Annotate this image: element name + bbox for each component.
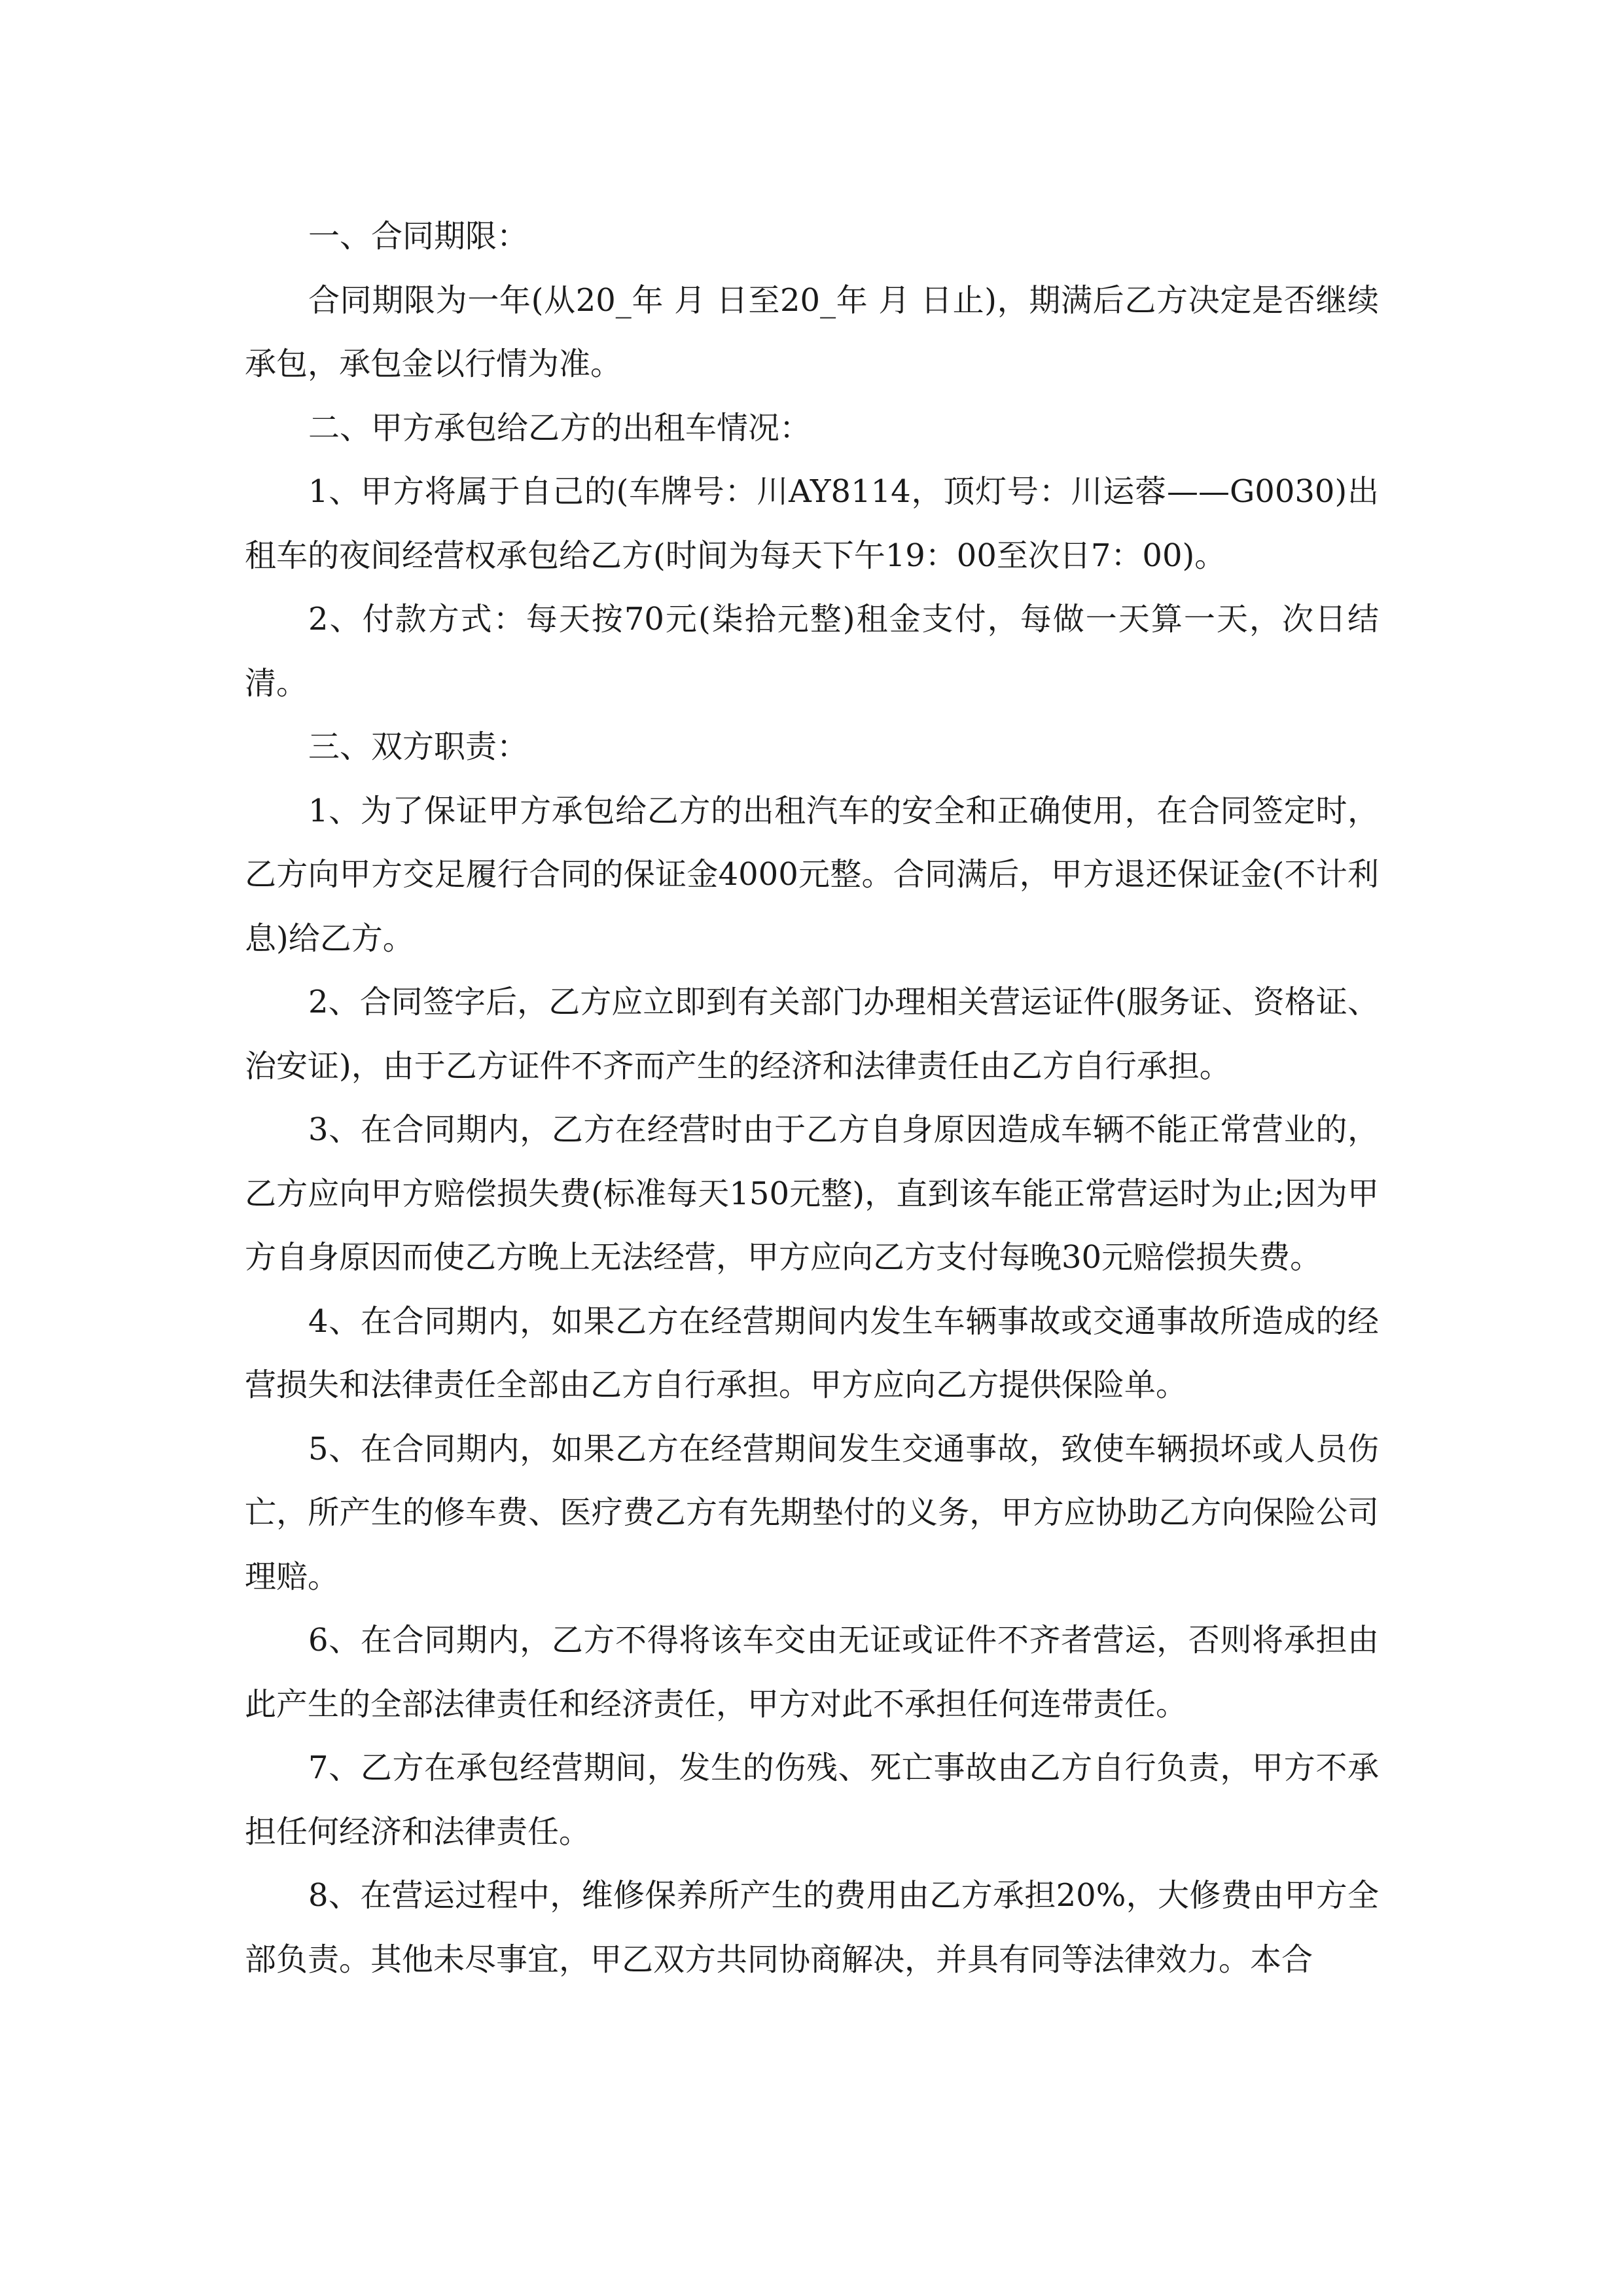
section-heading-taxi-info: 二、甲方承包给乙方的出租车情况： [308,409,812,446]
paragraph-duty-7-injury: 7、乙方在承包经营期间，发生的伤残、死亡事故由乙方自行负责，甲方不承担任何经济和法律责任。 [245,1749,1379,1850]
paragraph-payment-method: 2、付款方式：每天按70元(柒拾元整)租金支付，每做一天算一天，次日结清。 [245,601,1379,702]
paragraph-duty-5-traffic-accidents: 5、在合同期内，如果乙方在经营期间发生交通事故，致使车辆损坏或人员伤亡，所产生的修车费、医疗费乙方有先期垫付的义务，甲方应协助乙方向保险公司理赔。 [245,1430,1379,1595]
paragraph-duty-8-maintenance: 8、在营运过程中，维修保养所产生的费用由乙方承担20%，大修费由甲方全部负责。其他未尽事宜，甲乙双方共同协商解决，并具有同等法律效力。本合 [245,1877,1379,1978]
section-heading-contract-term: 一、合同期限： [308,218,529,255]
paragraph-duty-1-deposit: 1、为了保证甲方承包给乙方的出租汽车的安全和正确使用，在合同签定时，乙方向甲方交足履行合同的保证金4000元整。合同满后，甲方退还保证金(不计利息)给乙方。 [245,792,1379,957]
paragraph-contract-term: 合同期限为一年(从20_年 月 日至20_年 月 日止)，期满后乙方决定是否继续承包，承包金以行情为准。 [245,281,1379,382]
paragraph-duty-4-accidents: 4、在合同期内，如果乙方在经营期间内发生车辆事故或交通事故所造成的经营损失和法律责任全部由乙方自行承担。甲方应向乙方提供保险单。 [245,1302,1379,1403]
section-heading-duties: 三、双方职责： [308,728,529,765]
paragraph-duty-3-compensation: 3、在合同期内，乙方在经营时由于乙方自身原因造成车辆不能正常营业的，乙方应向甲方赔偿损失费(标准每天150元整)，直到该车能正常营运时为止;因为甲方自身原因而使乙方晚上无法经营，甲方应向乙方支付每晚30元赔偿损失费。 [245,1111,1379,1276]
paragraph-duty-6-unlicensed: 6、在合同期内，乙方不得将该车交由无证或证件不齐者营运，否则将承担由此产生的全部法律责任和经济责任，甲方对此不承担任何连带责任。 [245,1622,1379,1723]
paragraph-duty-2-certificates: 2、合同签字后，乙方应立即到有关部门办理相关营运证件(服务证、资格证、治安证)，由于乙方证件不齐而产生的经济和法律责任由乙方自行承担。 [245,984,1379,1085]
document-body [245,205,1379,1992]
paragraph-taxi-plate: 1、甲方将属于自己的(车牌号：川AY8114，顶灯号：川运蓉——G0030)出租车的夜间经营权承包给乙方(时间为每天下午19：00至次日7：00)。 [245,473,1379,574]
